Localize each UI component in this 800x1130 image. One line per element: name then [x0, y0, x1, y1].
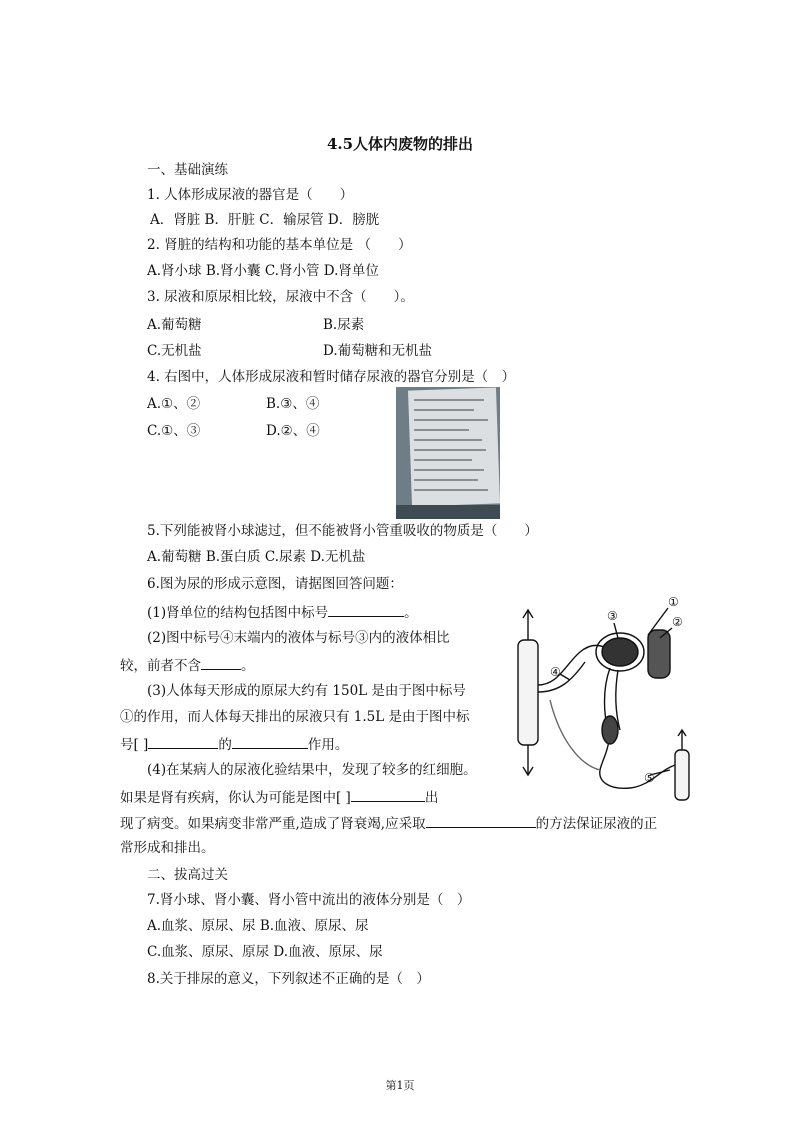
question-6-part-3-de: 的 — [218, 737, 232, 753]
diagram-label-1: ① — [668, 595, 679, 609]
question-3-option-c: C.无机盐 — [147, 343, 202, 359]
question-3-option-b: B.尿素 — [323, 317, 365, 333]
question-7: 7.肾小球、肾小囊、肾小管中流出的液体分别是（ ） — [147, 892, 471, 908]
question-3: 3. 尿液和原尿相比较，尿液中不含（ ）。 — [147, 289, 414, 305]
question-4-option-d: D.②、④ — [266, 423, 320, 439]
question-6-part-3-bracket: 号[ ] — [120, 737, 149, 753]
answer-blank-6-2[interactable] — [201, 655, 241, 670]
question-6-part-1 — [147, 602, 418, 622]
answer-blank-6-3a[interactable] — [148, 734, 218, 749]
diagram-label-5: ⑤ — [644, 771, 655, 785]
page-title: 4.5人体内废物的排出 — [326, 135, 474, 153]
question-4-option-c: C.①、③ — [147, 423, 201, 439]
question-6-part-3-line-2: ①的作用，而人体每天排出的尿液只有 1.5L 是由于图中标 — [120, 709, 470, 725]
question-3-option-d: D.葡萄糖和无机盐 — [323, 343, 433, 359]
question-6-part-3-line-3 — [120, 734, 348, 754]
question-6-part-2-end: 。 — [241, 658, 255, 674]
answer-blank-6-1[interactable] — [328, 602, 404, 617]
answer-blank-6-3b[interactable] — [232, 734, 308, 749]
question-6-part-3-end: 作用。 — [307, 737, 349, 753]
section-heading-advanced: 二、拔高过关 — [147, 867, 228, 883]
question-6-part-4-text-3: 的方法保证尿液的正 — [535, 816, 658, 832]
question-7-options-cd: C.血浆、原尿、原尿 D.血液、原尿、尿 — [147, 944, 383, 960]
question-6-part-4-text: 如果是肾有疾病，你认为可能是图中[ ] — [120, 790, 351, 806]
section-heading-basic: 一、基础演练 — [147, 162, 228, 178]
question-6-part-3-line-1: (3)人体每天形成的原尿大约有 150L 是由于图中标号 — [147, 683, 466, 699]
question-6-part-4-line-1: (4)在某病人的尿液化验结果中，发现了较多的红细胞。 — [147, 762, 477, 778]
question-2-options: A.肾小球 B.肾小囊 C.肾小管 D.肾单位 — [147, 263, 379, 279]
question-1: 1. 人体形成尿液的器官是（ ） — [147, 187, 354, 203]
question-3-option-a: A.葡萄糖 — [147, 317, 202, 333]
question-6-part-4-chu: 出 — [424, 790, 439, 806]
question-6-part-4-line-2 — [120, 787, 438, 807]
question-4-option-b: B.③、④ — [266, 396, 320, 412]
question-5: 5.下列能被肾小球滤过，但不能被肾小管重吸收的物质是（ ） — [147, 523, 538, 539]
answer-blank-6-4b[interactable] — [426, 813, 536, 828]
question-4-photo — [396, 387, 500, 519]
page-number: 第1页 — [385, 1079, 415, 1092]
question-6-part-1-end: 。 — [404, 605, 418, 621]
question-6-part-4-line-3 — [120, 813, 657, 833]
question-4: 4. 右图中，人体形成尿液和暂时储存尿液的器官分别是（ ） — [147, 369, 516, 385]
question-7-options-ab: A.血浆、原尿、尿 B.血液、原尿、尿 — [147, 918, 369, 934]
question-4-option-a: A.①、② — [147, 396, 201, 412]
answer-blank-6-4a[interactable] — [351, 787, 425, 802]
urine-formation-diagram — [510, 590, 710, 805]
diagram-label-2: ② — [672, 615, 683, 629]
question-6-part-1-text: (1)肾单位的结构包括图中标号 — [147, 605, 329, 621]
question-2: 2. 肾脏的结构和功能的基本单位是 （ ） — [147, 237, 412, 253]
question-5-options: A.葡萄糖 B.蛋白质 C.尿素 D.无机盐 — [147, 549, 366, 565]
question-6-part-2-line-1: (2)图中标号④末端内的液体与标号③内的液体相比 — [147, 630, 450, 646]
question-1-options: A．肾脏 B．肝脏 C．输尿管 D．膀胱 — [150, 212, 380, 228]
diagram-label-3: ③ — [607, 609, 618, 623]
question-6: 6.图为尿的形成示意图，请据图回答问题： — [147, 576, 403, 592]
question-6-part-4-line-4: 常形成和排出。 — [120, 840, 215, 856]
question-6-part-2-text: 较，前者不含 — [120, 658, 201, 674]
question-6-part-4-text-2: 现了病变。如果病变非常严重,造成了肾衰竭,应采取 — [120, 816, 426, 832]
diagram-label-4: ④ — [550, 665, 561, 679]
question-6-part-2-line-2 — [120, 655, 255, 675]
question-8: 8.关于排尿的意义，下列叙述不正确的是（ ） — [147, 971, 430, 987]
